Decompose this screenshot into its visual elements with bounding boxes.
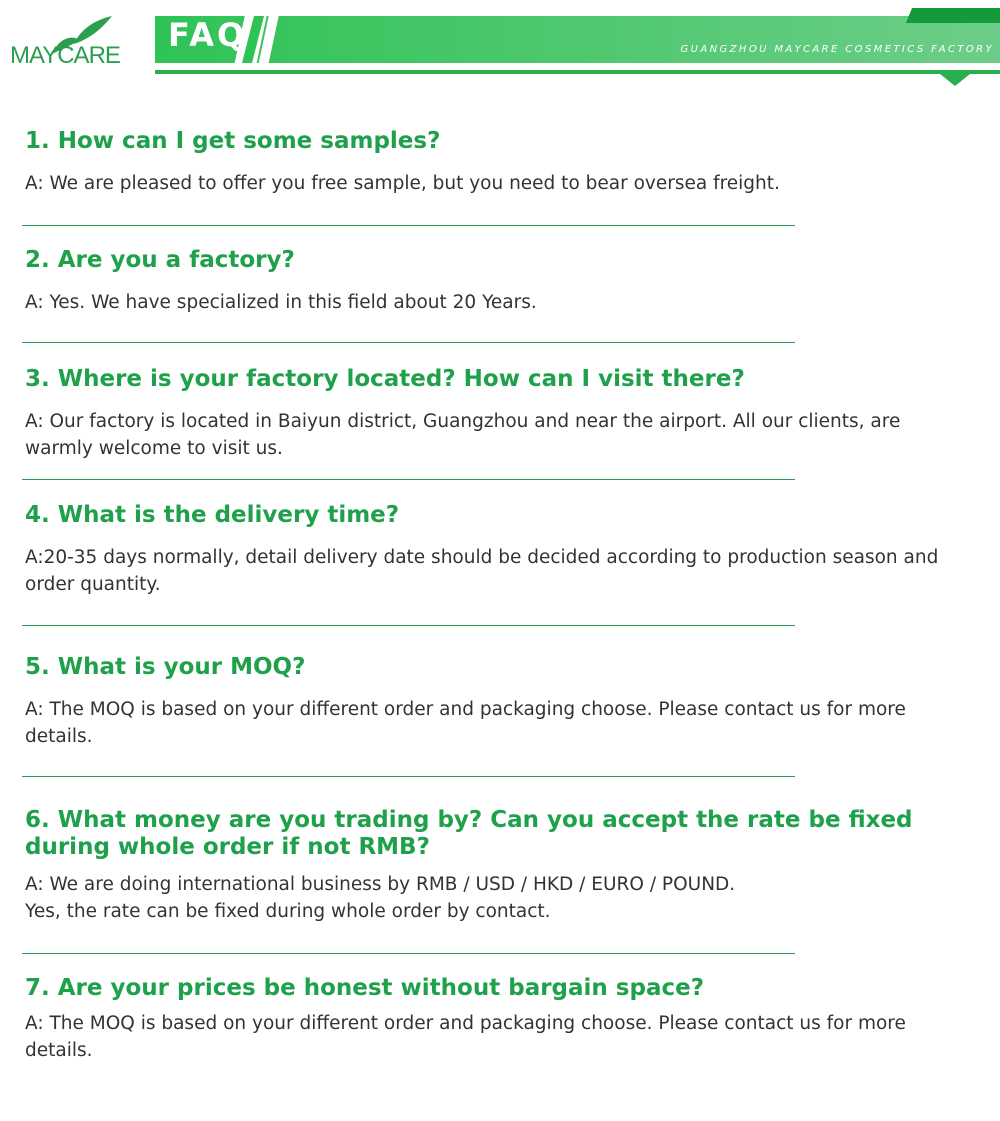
page-title: FAQ [168, 16, 248, 54]
faq-question: 6. What money are you trading by? Can you accept the rate be fixed during whole order if not RMB? [25, 807, 913, 860]
page-header [0, 0, 1000, 96]
faq-question: 2. Are you a factory? [25, 247, 295, 273]
faq-answer: A: We are pleased to offer you free sample, but you need to bear oversea freight. [25, 173, 780, 194]
divider [22, 953, 795, 954]
divider [22, 479, 795, 480]
faq-item-4 [0, 502, 1000, 598]
faq-question: 5. What is your MOQ? [25, 654, 306, 680]
faq-answer: A: Yes. We have specialized in this field about 20 Years. [25, 292, 537, 313]
faq-item-6 [0, 807, 1000, 925]
divider [22, 342, 795, 343]
divider [22, 225, 795, 226]
faq-item-3 [0, 366, 1000, 462]
divider [22, 625, 795, 626]
faq-question: 4. What is the delivery time? [25, 502, 400, 528]
faq-item-7 [0, 975, 1000, 1064]
faq-question: 3. Where is your factory located? How can I visit there? [25, 366, 745, 392]
faq-answer: A: The MOQ is based on your different order and packaging choose. Please contact us for more details. [25, 1013, 906, 1061]
maycare-logo [10, 14, 150, 70]
faq-item-5 [0, 654, 1000, 750]
factory-name: GUANGZHOU MAYCARE COSMETICS FACTORY [680, 44, 994, 55]
faq-answer: A:20-35 days normally, detail delivery date should be decided according to production season and order quantity. [25, 547, 939, 595]
faq-item-2 [0, 247, 1000, 316]
faq-question: 1. How can I get some samples? [25, 128, 441, 154]
faq-answer: A: Our factory is located in Baiyun district, Guangzhou and near the airport. All our clients, are warmly welcome to visit us. [25, 411, 901, 459]
faq-item-1 [0, 128, 1000, 197]
divider [22, 776, 795, 777]
brand-name: MAYCARE [10, 42, 120, 69]
faq-question: 7. Are your prices be honest without bargain space? [25, 975, 705, 1001]
faq-answer: A: The MOQ is based on your different order and packaging choose. Please contact us for more details. [25, 699, 906, 747]
faq-answer: A: We are doing international business by RMB / USD / HKD / EURO / POUND. Yes, the rate can be fixed during whole order by contact. [25, 874, 736, 922]
